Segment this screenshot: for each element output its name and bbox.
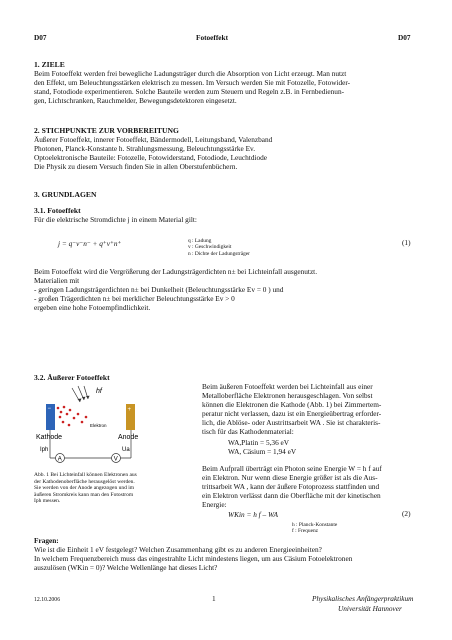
section-1-text — [34, 70, 418, 106]
question-line: In welchem Frequenzbereich muss das eingestrahlte Licht mindestens liegen, um aus Cäsium Fotoelektronen — [34, 553, 353, 563]
equation-1-legend — [188, 238, 250, 257]
footer-institution-line-2: Universität Hannover — [338, 604, 402, 613]
questions-title: Fragen: — [34, 536, 59, 545]
text-line: stand, Fotodiode experimentieren. Solche Bauteile werden zum Steuern und Regeln z.B. in Fernbedienun- — [34, 86, 345, 96]
legend-item: v : Geschwindigkeit — [188, 244, 232, 251]
equation-2: WKin = h f – WA — [228, 510, 279, 519]
cathode-label: Kathode — [36, 434, 63, 441]
intro-text: Für die elektrische Stromdichte j in einem Material gilt: — [34, 215, 197, 224]
plus-sign: + — [127, 407, 132, 413]
equation-1: j = q⁻v⁻n⁻ + q⁺v⁺n⁺ — [58, 239, 122, 248]
text-line: ein Elektron verlässt dann die Oberfläche mit der kinetischen — [202, 490, 381, 500]
ammeter-label: A — [57, 456, 62, 463]
question-line: auszulösen (WKin = 0)? Welche Wellenlänge hat dieses Licht? — [34, 562, 218, 572]
text-line: Photonen, Planck-Konstante h. Strahlungsmessung, Beleuchtungsstärke Ev. — [34, 143, 256, 153]
caption-line: Sie werden von der Anode angezogen und im — [34, 485, 135, 492]
anode-label: Anode — [118, 434, 139, 441]
text-line: Materialien mit — [34, 275, 80, 285]
photon-arrows — [72, 386, 90, 402]
right-column-text-1 — [202, 383, 381, 436]
header-center: Fotoeffekt — [196, 33, 229, 42]
work-function-platinum: WA,Platin = 5,36 eV — [228, 438, 290, 447]
text-line: ergeben eine hohe Fotoempfindlichkeit. — [34, 302, 151, 312]
text-line: peratur nicht verlassen, dazu ist ein Energieübertrag erforder- — [202, 408, 382, 418]
voltmeter-label: V — [113, 456, 118, 463]
question-line: Wie ist die Einheit 1 eV festgelegt? Welchen Zusammenhang gibt es zu anderen Energieeinheiten? — [34, 545, 322, 554]
subsection-3-1-title: 3.1. Fotoeffekt — [34, 206, 81, 215]
equation-1-number: (1) — [402, 238, 411, 247]
text-line: ein Elektron. Nur wenn diese Energie größer ist als die Aus- — [202, 472, 378, 482]
legend-item: f : Frequenz — [292, 528, 319, 535]
caption-line: Abb. 1 Bei Lichteinfall können Elektronen aus — [34, 472, 137, 478]
text-line: Optoelektronische Bauteile: Fotozelle, Fotowiderstand, Fotodiode, Leuchtdiode — [34, 152, 268, 162]
photocell-diagram — [34, 384, 184, 464]
voltage-label: Ua — [122, 447, 130, 453]
section-3-1-text — [34, 268, 418, 313]
section-2-title: 2. STICHPUNKTE ZUR VORBEREITUNG — [34, 126, 179, 135]
footer-institution-line-1: Physikalisches Anfängerpraktikum — [312, 594, 414, 603]
header-left: D07 — [34, 33, 47, 42]
text-line: Beim Aufprall überträgt ein Photon seine Energie W = h f auf — [202, 464, 382, 473]
text-line: - großen Trägerdichten n± bei merklicher Beleuchtungsstärke Ev > 0 — [34, 293, 235, 303]
text-line: Metalloberfläche Elektronen herausgeschlagen. Von selbst — [202, 390, 373, 400]
text-line: können die Elektronen die Kathode (Abb. 1) bei Zimmertem- — [202, 399, 382, 409]
section-1-title: 1. ZIELE — [34, 60, 65, 69]
text-line: Energie: — [202, 499, 227, 509]
text-line: trittsarbeit WA , kann der äußere Fotoprozess stattfinden und — [202, 481, 380, 491]
hf-label: hf — [96, 388, 102, 395]
work-function-cesium: WA, Cäsium = 1,94 eV — [228, 447, 297, 456]
current-label: Iph — [40, 447, 49, 453]
footer-date: 12.10.2006 — [34, 597, 61, 603]
text-line: lich, die Ablöse- oder Austrittsarbeit WA . Sie ist charakteris- — [202, 417, 381, 427]
text-line: den Effekt, um Beleuchtungsstärken elektrisch zu messen. Im Versuch werden Sie mit Fotozelle, Fotowider- — [34, 77, 351, 87]
electron-dots — [57, 406, 88, 427]
section-3-title: 3. GRUNDLAGEN — [34, 190, 97, 199]
equation-2-legend — [292, 522, 337, 535]
text-line: Beim Fotoeffekt wird die Vergrößerung der Ladungsträgerdichten n± bei Lichteinfall ausgenutzt. — [34, 267, 318, 276]
legend-item: n : Dichte der Ladungsträger — [188, 250, 250, 257]
right-column-text-2 — [202, 465, 382, 510]
subsection-3-2-title: 3.2. Äußerer Fotoeffekt — [34, 373, 110, 382]
section-2-text — [34, 136, 418, 172]
caption-line: der Kathodenoberfläche herausgelöst werden. — [34, 478, 135, 485]
electron-label: Elektron — [90, 423, 107, 428]
caption-line: äußeren Stromkreis kann man den Fotostrom — [34, 491, 134, 498]
text-line: - geringen Ladungsträgerdichten n± bei Dunkelheit (Beleuchtungsstärke Ev = 0 ) und — [34, 284, 284, 294]
text-line: gen, Lichtschranken, Rauchmelder, Bewegungsdetektoren eingesetzt. — [34, 95, 237, 105]
questions-text — [34, 546, 352, 573]
caption-line: Iph messen. — [34, 498, 61, 505]
text-line: Beim äußeren Fotoeffekt werden bei Lichteinfall aus einer — [202, 382, 373, 391]
page-number: 1 — [212, 594, 216, 603]
legend-item: h : Planck-Konstante — [292, 522, 338, 528]
figure-caption — [34, 472, 137, 505]
text-line: Äußerer Fotoeffekt, innerer Fotoeffekt, Bändermodell, Leitungsband, Valenzband — [34, 135, 273, 144]
equation-2-number: (2) — [402, 509, 411, 518]
text-line: tisch für das Kathodenmaterial: — [202, 426, 294, 436]
legend-item: q : Ladung — [188, 238, 212, 244]
minus-sign: − — [47, 406, 52, 412]
text-line: Beim Fotoeffekt werden frei bewegliche Ladungsträger durch die Absorption von Licht erzeugt. Man nutzt — [34, 69, 347, 78]
text-line: Die Physik zu diesem Versuch finden Sie in allen Oberstufenbüchern. — [34, 161, 238, 171]
header-right: D07 — [398, 33, 411, 42]
